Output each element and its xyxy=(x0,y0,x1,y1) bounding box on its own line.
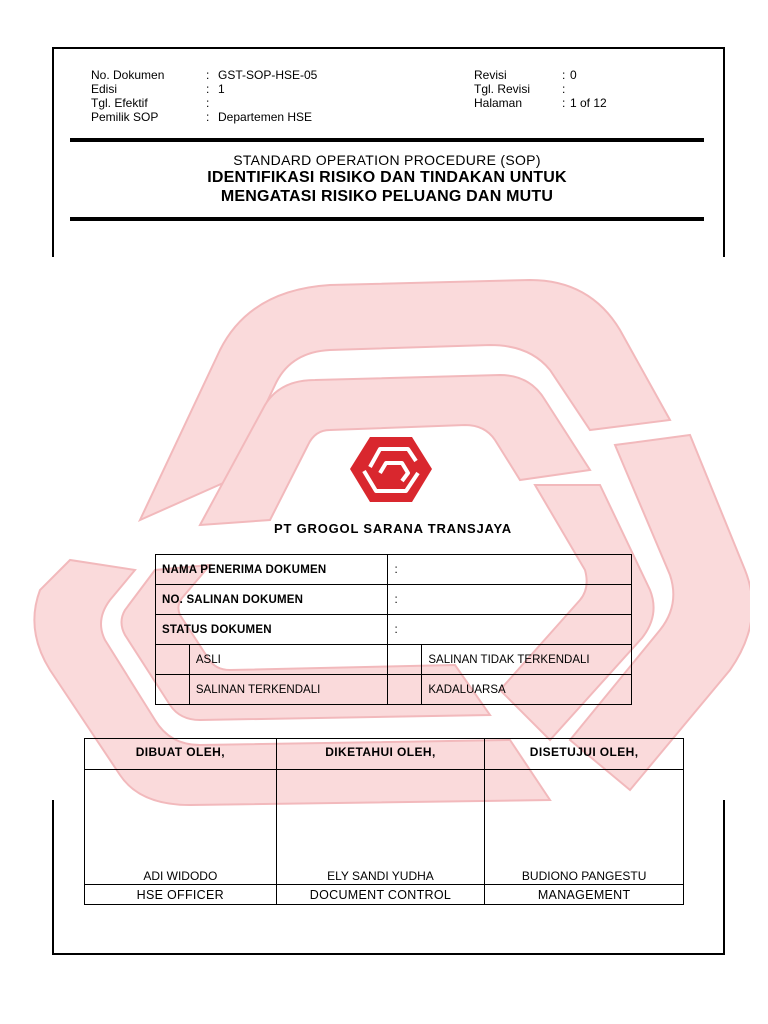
signer-name: ELY SANDI YUDHA xyxy=(276,770,485,885)
row-label: STATUS DOKUMEN xyxy=(156,615,388,645)
signer-role: DOCUMENT CONTROL xyxy=(276,885,485,905)
title-rule-bottom xyxy=(70,217,704,221)
option-label: SALINAN TIDAK TERKENDALI xyxy=(422,645,632,675)
meta-value: GST-SOP-HSE-05 xyxy=(218,68,318,82)
table-row xyxy=(156,555,632,585)
option-label: ASLI xyxy=(189,645,388,675)
meta-value: Departemen HSE xyxy=(218,110,313,124)
document-meta-left xyxy=(91,68,317,124)
meta-row-edisi xyxy=(91,82,317,96)
column-header: DISETUJUI OLEH, xyxy=(485,739,684,770)
meta-label: Halaman xyxy=(474,96,523,110)
table-row xyxy=(156,675,632,705)
meta-label: Tgl. Efektif xyxy=(91,96,148,110)
meta-label: Tgl. Revisi xyxy=(474,82,531,96)
recipient-name-field[interactable]: : xyxy=(388,555,632,585)
meta-label: No. Dokumen xyxy=(91,68,165,82)
frame-right-lower xyxy=(723,800,725,955)
table-row xyxy=(85,770,684,885)
title-line-2: MENGATASI RISIKO PELUANG DAN MUTU xyxy=(220,188,554,205)
meta-label: Edisi xyxy=(91,82,118,96)
title-rule-top xyxy=(70,138,704,142)
company-logo-icon xyxy=(350,437,432,502)
meta-label: Revisi xyxy=(474,68,507,82)
option-label: SALINAN TERKENDALI xyxy=(189,675,388,705)
meta-separator: : xyxy=(206,68,210,82)
table-row xyxy=(156,645,632,675)
checkbox-asli[interactable] xyxy=(156,645,190,675)
document-distribution-table xyxy=(155,554,632,705)
meta-row-pemilik-sop xyxy=(91,110,317,124)
meta-value: 1 of 12 xyxy=(570,96,607,110)
meta-value: 1 xyxy=(218,82,225,96)
meta-value: 0 xyxy=(570,68,577,82)
signer-name: BUDIONO PANGESTU xyxy=(485,770,684,885)
table-row xyxy=(85,739,684,770)
row-label: NO. SALINAN DOKUMEN xyxy=(156,585,388,615)
column-header: DIKETAHUI OLEH, xyxy=(276,739,485,770)
signer-role: MANAGEMENT xyxy=(485,885,684,905)
approval-signature-table xyxy=(84,738,684,905)
frame-bottom-edge xyxy=(52,953,725,955)
row-label: NAMA PENERIMA DOKUMEN xyxy=(156,555,388,585)
meta-row-no-dokumen xyxy=(91,68,317,82)
meta-separator: : xyxy=(206,96,210,110)
table-row xyxy=(156,615,632,645)
frame-left-upper xyxy=(52,47,54,257)
meta-separator: : xyxy=(206,82,210,96)
table-row xyxy=(156,585,632,615)
checkbox-kadaluarsa[interactable] xyxy=(388,675,422,705)
document-title xyxy=(70,152,704,206)
copy-number-field[interactable]: : xyxy=(388,585,632,615)
signer-role: HSE OFFICER xyxy=(85,885,277,905)
meta-row-revisi xyxy=(474,68,607,82)
table-row xyxy=(85,885,684,905)
column-header: DIBUAT OLEH, xyxy=(85,739,277,770)
title-subheading: STANDARD OPERATION PROCEDURE (SOP) xyxy=(233,152,541,168)
meta-row-tgl-revisi xyxy=(474,82,607,96)
document-status-field[interactable]: : xyxy=(388,615,632,645)
meta-separator: : xyxy=(562,68,566,82)
meta-separator: : xyxy=(562,82,566,96)
meta-label: Pemilik SOP xyxy=(91,110,159,124)
frame-left-lower xyxy=(52,800,54,955)
meta-separator: : xyxy=(206,110,210,124)
checkbox-salinan-terkendali[interactable] xyxy=(156,675,190,705)
option-label: KADALUARSA xyxy=(422,675,632,705)
checkbox-salinan-tidak-terkendali[interactable] xyxy=(388,645,422,675)
company-logo-watermark xyxy=(30,270,750,810)
frame-top-edge xyxy=(52,47,725,49)
frame-right-upper xyxy=(723,47,725,257)
meta-row-halaman xyxy=(474,96,607,110)
meta-separator: : xyxy=(562,96,566,110)
company-name: PT GROGOL SARANA TRANSJAYA xyxy=(274,521,512,536)
document-meta-right xyxy=(474,68,607,110)
signer-name: ADI WIDODO xyxy=(85,770,277,885)
title-line-1: IDENTIFIKASI RISIKO DAN TINDAKAN UNTUK xyxy=(207,169,567,186)
meta-row-tgl-efektif xyxy=(91,96,317,110)
